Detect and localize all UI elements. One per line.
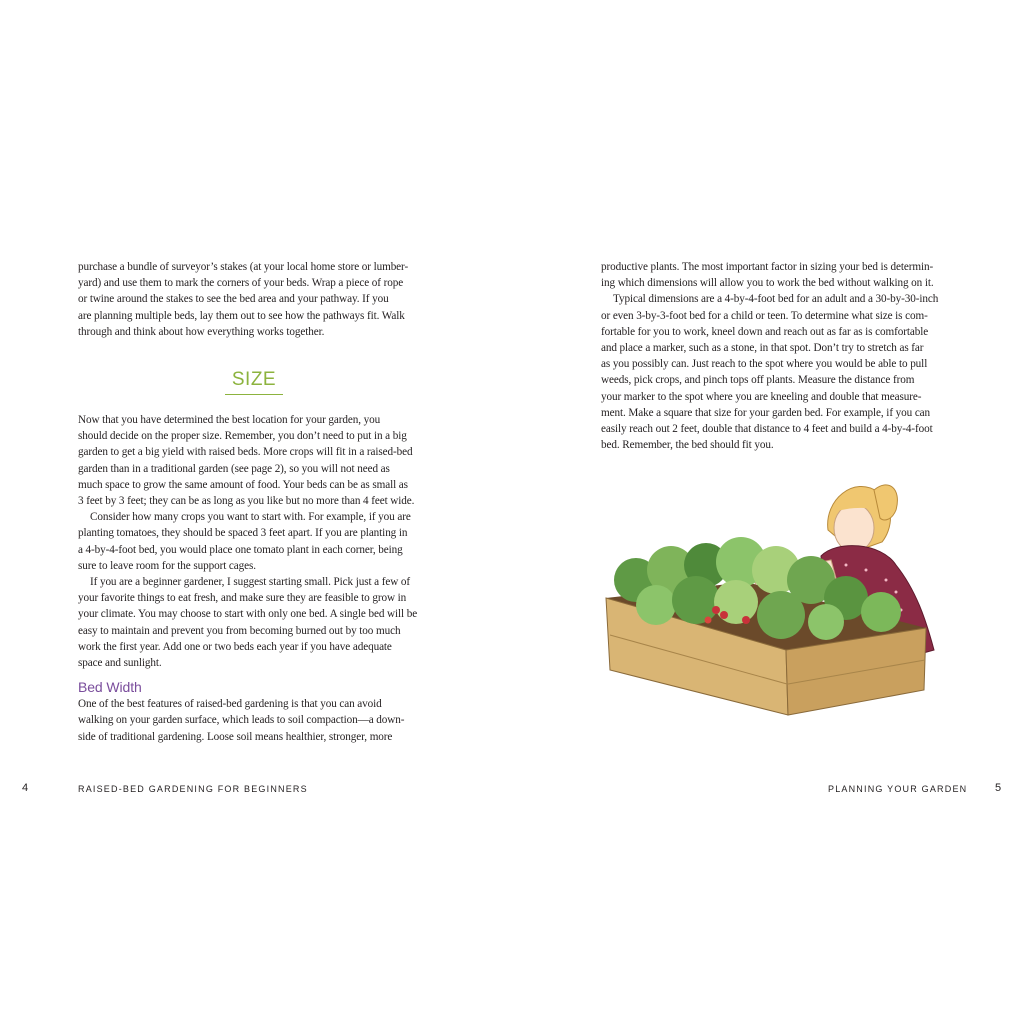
text-line: planting tomatoes, they should be spaced 3 feet apart. If you are planting in bbox=[78, 527, 408, 540]
text-line: are planning multiple beds, lay them out to see how the pathways fit. Walk bbox=[78, 309, 405, 322]
paragraph bbox=[78, 509, 430, 574]
text-line: or twine around the stakes to see the bed area and your pathway. If you bbox=[78, 293, 389, 306]
paragraph bbox=[601, 259, 959, 291]
size-section-body bbox=[78, 412, 430, 671]
bed-width-paragraph bbox=[78, 696, 430, 745]
text-line: If you are a beginner gardener, I suggest starting small. Pick just a few of bbox=[90, 576, 411, 589]
text-line: yard) and use them to mark the corners of your beds. Wrap a piece of rope bbox=[78, 277, 404, 290]
size-heading: SIZE bbox=[231, 369, 277, 391]
text-line: your climate. You may choose to start with only one bed. A single bed will be bbox=[78, 608, 418, 621]
text-line: your favorite things to eat fresh, and make sure they are feasible to grow in bbox=[78, 592, 407, 605]
running-footer-right: PLANNING YOUR GARDEN bbox=[828, 784, 968, 794]
paragraph bbox=[601, 291, 959, 453]
raised-bed-gardener-illustration bbox=[596, 470, 936, 725]
text-line: should decide on the proper size. Remember, you don’t need to put in a big bbox=[78, 430, 407, 443]
text-line: walking on your garden surface, which leads to soil compaction—a down- bbox=[78, 714, 405, 727]
text-line: side of traditional gardening. Loose soil means healthier, stronger, more bbox=[78, 730, 393, 743]
left-text-column bbox=[78, 259, 430, 745]
text-line: ment. Make a square that size for your garden bed. For example, if you can bbox=[601, 406, 931, 419]
text-line: ing which dimensions will allow you to work the bed without walking on it. bbox=[601, 277, 934, 290]
text-line: weeds, pick crops, and pinch tops off plants. Measure the distance from bbox=[601, 374, 915, 387]
text-line: sure to leave room for the support cages. bbox=[78, 559, 256, 572]
text-line: much space to grow the same amount of food. Your beds can be as small as bbox=[78, 478, 408, 491]
text-line: 3 feet by 3 feet; they can be as long as you like but no more than 4 feet wide. bbox=[78, 495, 415, 508]
text-line: easy to maintain and prevent you from becoming burned out by too much bbox=[78, 624, 401, 637]
text-line: productive plants. The most important factor in sizing your bed is determin- bbox=[601, 261, 934, 273]
right-body-text bbox=[601, 259, 959, 453]
paragraph bbox=[78, 412, 430, 509]
text-line: work the first year. Add one or two beds each year if you have adequate bbox=[78, 640, 392, 653]
text-line: your marker to the spot where you are kneeling and double that measure- bbox=[601, 390, 922, 403]
text-line: Typical dimensions are a 4-by-4-foot bed for an adult and a 30-by-30-inch bbox=[613, 293, 939, 306]
text-line: bed. Remember, the bed should fit you. bbox=[601, 439, 774, 452]
text-line: easily reach out 2 feet, double that distance to 4 feet and build a 4-by-4-foot bbox=[601, 423, 933, 436]
text-line: space and sunlight. bbox=[78, 657, 162, 670]
page-number-right: 5 bbox=[995, 782, 1002, 794]
page-number-left: 4 bbox=[22, 782, 29, 794]
text-line: or even 3-by-3-foot bed for a child or teen. To determine what size is com- bbox=[601, 309, 928, 322]
right-text-column bbox=[601, 259, 959, 453]
text-line: garden than in a traditional garden (see page 2), so you will not need as bbox=[78, 462, 390, 475]
bed-width-heading: Bed Width bbox=[78, 679, 142, 696]
text-line: garden to get a big yield with raised beds. More crops will fit in a raised-bed bbox=[78, 446, 413, 459]
text-line: and place a marker, such as a stone, in that spot. Don’t try to stretch as far bbox=[601, 342, 924, 355]
right-page bbox=[512, 0, 1024, 1024]
text-line: Now that you have determined the best location for your garden, you bbox=[78, 414, 381, 427]
text-line: as you possibly can. Just reach to the spot where you would be able to pull bbox=[601, 358, 928, 371]
size-heading-rule bbox=[225, 394, 283, 395]
text-line: Consider how many crops you want to start with. For example, if you are bbox=[90, 511, 411, 524]
text-line: fortable for you to work, kneel down and reach out as far as is comfortable bbox=[601, 325, 929, 338]
text-line: One of the best features of raised-bed gardening is that you can avoid bbox=[78, 698, 382, 711]
running-footer-left: RAISED-BED GARDENING FOR BEGINNERS bbox=[78, 784, 308, 794]
text-line: through and think about how everything works together. bbox=[78, 325, 325, 338]
intro-paragraph bbox=[78, 259, 430, 340]
paragraph bbox=[78, 574, 430, 671]
text-line: a 4-by-4-foot bed, you would place one tomato plant in each corner, being bbox=[78, 543, 403, 556]
text-line: purchase a bundle of surveyor’s stakes (at your local home store or lumber- bbox=[78, 261, 409, 273]
